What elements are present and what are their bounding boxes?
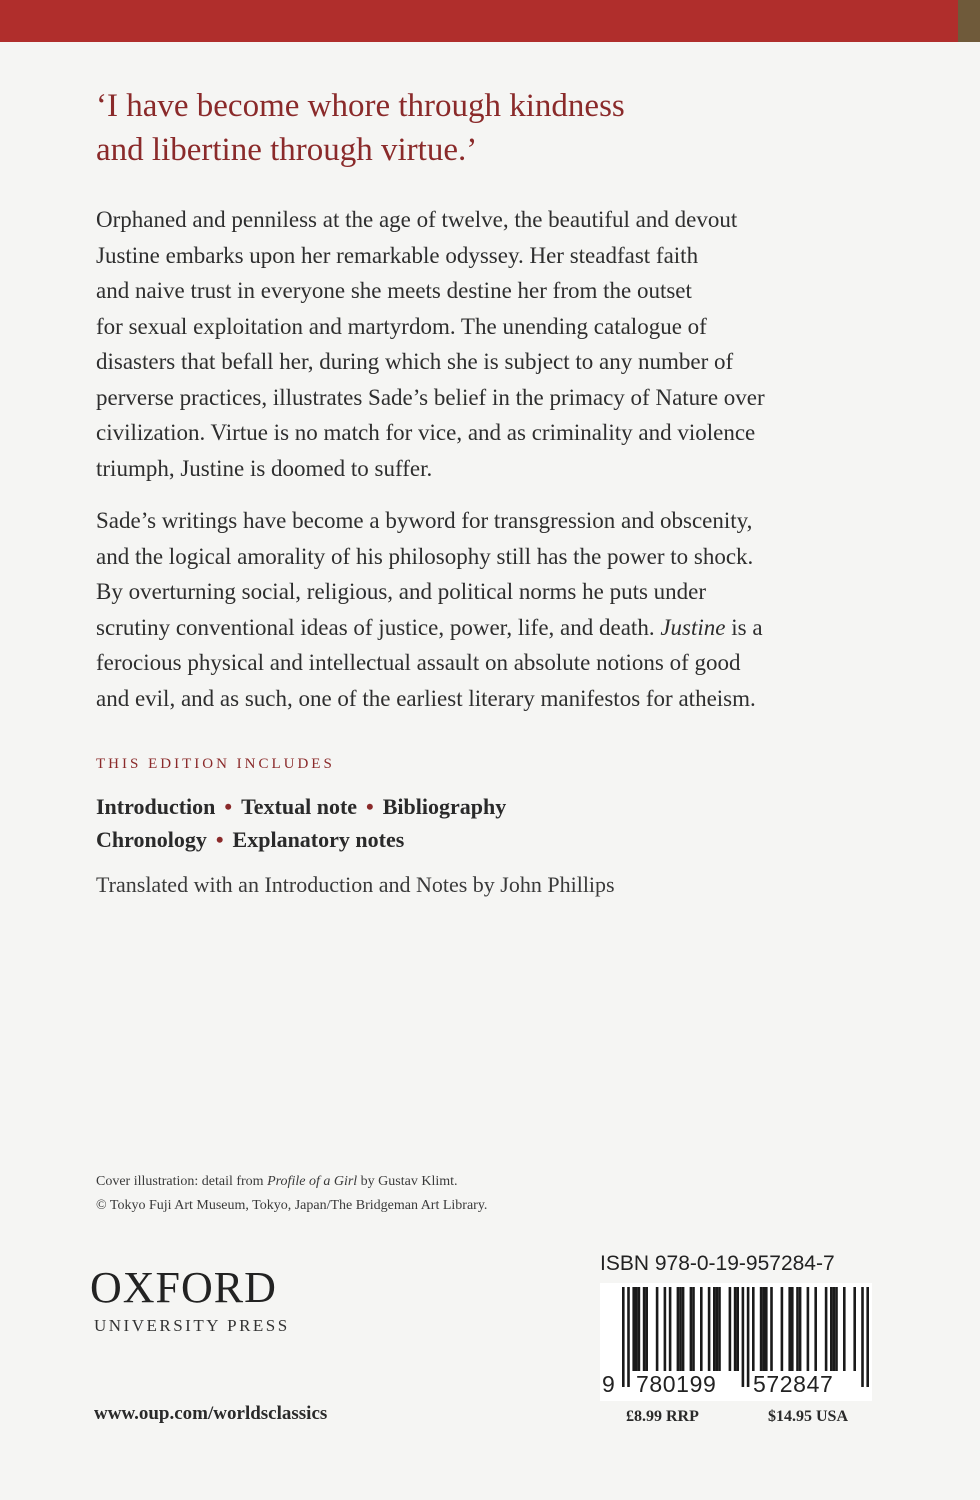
barcode-bar — [632, 1287, 635, 1371]
blurb-line: ferocious physical and intellectual assault on absolute notions of good — [96, 650, 741, 675]
barcode-bar — [853, 1287, 856, 1371]
bullet-separator: • — [366, 794, 374, 819]
barcode-bar — [718, 1287, 721, 1371]
blurb-line: disasters that befall her, during which she is subject to any number of — [96, 349, 734, 374]
includes-item: Chronology — [96, 827, 207, 852]
price-gbp: £8.99 RRP — [626, 1408, 699, 1425]
barcode-bar — [713, 1287, 716, 1371]
barcode-bar — [833, 1287, 836, 1371]
barcode-bar — [708, 1287, 711, 1371]
isbn-label: ISBN 978-0-19-957284-7 — [600, 1252, 835, 1275]
barcode-bar — [752, 1287, 755, 1371]
blurb-line: By overturning social, religious, and political norms he puts under — [96, 579, 707, 604]
barcode-bar — [645, 1287, 648, 1371]
barcode-bar — [716, 1287, 719, 1371]
barcode-digits-left: 780199 — [636, 1371, 717, 1397]
top-color-band — [0, 0, 980, 42]
barcode-bar — [664, 1287, 667, 1371]
barcode-bar — [770, 1287, 773, 1371]
blurb-line: and naive trust in everyone she meets destine her from the outset — [96, 278, 692, 303]
barcode-bar — [635, 1287, 638, 1371]
barcode-guard-bar — [861, 1287, 864, 1387]
includes-row — [96, 790, 506, 823]
quote-line: and libertine through virtue.’ — [96, 132, 478, 168]
pull-quote — [96, 84, 896, 172]
publisher-subname: UNIVERSITY PRESS — [94, 1316, 290, 1335]
barcode-bar — [643, 1287, 646, 1371]
barcode-bar — [762, 1287, 765, 1371]
cover-illustration-credit — [96, 1170, 487, 1218]
blurb-line: and evil, and as such, one of the earliest literary manifestos for atheism. — [96, 685, 756, 711]
credit-line: © Tokyo Fuji Art Museum, Tokyo, Japan/The Bridgeman Art Library. — [96, 1198, 488, 1213]
barcode-bar — [690, 1287, 693, 1371]
blurb-paragraph-2 — [96, 503, 886, 716]
price-usd: $14.95 USA — [768, 1408, 849, 1425]
barcode-bar — [729, 1287, 732, 1371]
barcode-bar — [734, 1287, 737, 1371]
blurb-line: civilization. Virtue is no match for vice, and as criminality and violence — [96, 420, 756, 445]
barcode-bar — [677, 1287, 680, 1371]
blurb-line: perverse practices, illustrates Sade’s belief in the primacy of Nature over — [96, 384, 765, 410]
barcode-guard-bar — [627, 1287, 630, 1387]
translator-credit: Translated with an Introduction and Notes by John Phillips — [96, 872, 615, 897]
book-title-italic: Justine — [660, 614, 726, 640]
barcode-bar — [843, 1287, 846, 1371]
blurb-line: Justine embarks upon her remarkable odyssey. Her steadfast faith — [96, 242, 699, 268]
edition-includes-list — [96, 790, 506, 856]
barcode-guard-bar — [866, 1287, 869, 1387]
barcode-bar — [814, 1287, 817, 1371]
barcode-guard-bar — [622, 1287, 625, 1387]
includes-item: Bibliography — [382, 794, 507, 819]
publisher-url: www.oup.com/worldsclassics — [94, 1403, 328, 1424]
barcode-digit-first: 9 — [602, 1371, 615, 1397]
barcode-bar — [682, 1287, 685, 1371]
barcode-bar — [807, 1287, 810, 1371]
credit-text: by Gustav Klimt. — [357, 1174, 458, 1189]
artwork-title-italic: Profile of a Girl — [267, 1174, 358, 1189]
barcode-bar — [760, 1287, 763, 1371]
barcode-bar — [799, 1287, 802, 1371]
barcode-bar — [796, 1287, 799, 1371]
publisher-logo — [90, 1264, 290, 1336]
barcode-bar — [692, 1287, 695, 1371]
blurb-line: triumph, Justine is doomed to suffer. — [96, 455, 433, 481]
bullet-separator: • — [215, 827, 224, 852]
barcode-bar — [765, 1287, 768, 1371]
includes-item: Textual note — [241, 794, 358, 819]
blurb-text: scrutiny conventional ideas of justice, power, life, and death. — [96, 614, 661, 640]
barcode-bar — [700, 1287, 703, 1371]
barcode-bar — [736, 1287, 739, 1371]
barcode-guard-bar — [747, 1287, 750, 1387]
barcode-digits-right: 572847 — [753, 1371, 834, 1397]
barcode-bar — [830, 1287, 833, 1371]
barcode-bar — [669, 1287, 672, 1371]
barcode-bar — [638, 1287, 641, 1371]
bullet-separator: • — [224, 794, 233, 819]
barcode-bar — [788, 1287, 791, 1371]
blurb-line: for sexual exploitation and martyrdom. The unending catalogue of — [96, 313, 707, 339]
credit-text: Cover illustration: detail from — [96, 1174, 268, 1189]
barcode-bar — [791, 1287, 794, 1371]
includes-item: Introduction — [96, 794, 216, 819]
barcode-guard-bar — [742, 1287, 745, 1387]
cover-edge — [958, 0, 980, 42]
blurb-line: Sade’s writings have become a byword for transgression and obscenity, — [96, 508, 753, 533]
includes-item: Explanatory notes — [232, 827, 405, 852]
barcode-bar — [679, 1287, 682, 1371]
barcode-bar — [825, 1287, 828, 1371]
includes-row — [96, 823, 506, 856]
barcode-bar — [781, 1287, 784, 1371]
quote-line: ‘I have become whore through kindness — [96, 88, 625, 124]
publisher-name: OXFORD — [90, 1263, 277, 1312]
barcode-bar — [656, 1287, 659, 1371]
blurb-line — [96, 610, 886, 646]
edition-includes-heading: THIS EDITION INCLUDES — [96, 756, 335, 772]
blurb-line: and the logical amorality of his philosophy still has the power to shock. — [96, 543, 754, 569]
blurb-text: is a — [725, 614, 763, 640]
blurb-paragraph-1 — [96, 202, 886, 486]
credit-line — [96, 1170, 487, 1194]
blurb-line: Orphaned and penniless at the age of twelve, the beautiful and devout — [96, 207, 738, 232]
barcode-bar — [835, 1287, 838, 1371]
barcode — [600, 1283, 872, 1401]
